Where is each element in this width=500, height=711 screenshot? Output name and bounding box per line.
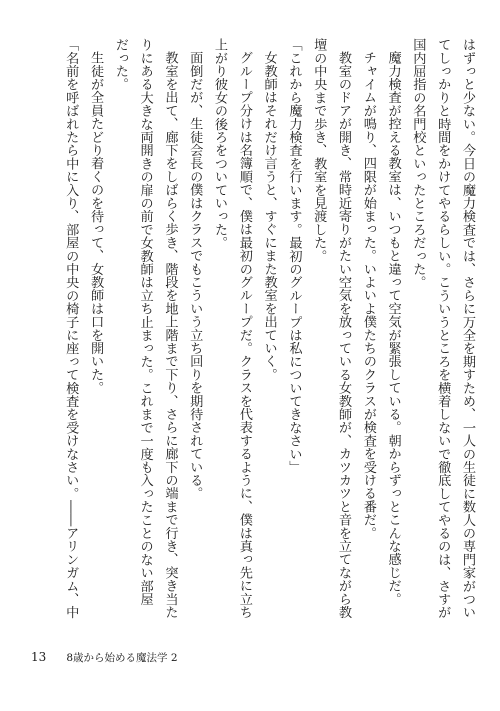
text-line: 教室を出て、廊下をしばらく歩き、階段を地上階まで下り、さらに廊下の端まで行き、突き当た xyxy=(162,51,178,619)
text-line: だった。 xyxy=(112,38,128,91)
text-line: 上がり彼女の後ろをついていった。 xyxy=(212,38,228,250)
paragraph xyxy=(355,38,380,624)
text-line: りにある大きな両開きの扉の前で女教師は立ち止まった。これまで一度も入ったことのない部屋 xyxy=(137,38,153,606)
text-line: 教室のドアが開き、常時近寄りがたい空気を放っている女教師が、カツカツと音を立てながら教 xyxy=(336,51,352,619)
page-footer xyxy=(31,646,178,665)
text-line: 国内屈指の名門校といったところだった。 xyxy=(410,38,426,289)
dialogue-paragraph xyxy=(281,38,306,624)
body-text xyxy=(55,38,479,624)
dialogue-line: 「名前を呼ばれたら中に入り、部屋の中央の椅子に座って検査を受けなさい。――アリンガム、中 xyxy=(63,38,79,619)
text-line: 女教師はそれだけ言うと、すぐにまた教室を出ていく。 xyxy=(261,51,277,382)
dialogue-paragraph xyxy=(57,38,82,624)
paragraph xyxy=(82,38,107,624)
dialogue-line: 「これから魔力検査を行います。最初のグループは私についてきなさい」 xyxy=(286,38,302,474)
paragraph xyxy=(206,38,256,624)
text-line: 魔力検査が控える教室は、いつもと違って空気が緊張している。朝からずっとこんな感じだ。 xyxy=(385,51,401,606)
paragraph xyxy=(107,38,181,624)
text-line: 面倒だが、生徒会長の僕はクラスでもこういう立ち回りを期待されている。 xyxy=(187,51,203,500)
text-line: はずっと少ない。今日の魔力検査では、さらに万全を期すため、一人の生徒に数人の専門家がつい xyxy=(460,38,475,619)
text-line: 壇の中央まで歩き、教室を見渡した。 xyxy=(311,38,327,263)
paragraph xyxy=(256,38,281,624)
paragraph xyxy=(405,38,479,624)
running-title: 8歳から始める魔法学 2 xyxy=(66,652,178,664)
paragraph xyxy=(305,38,355,624)
paragraph xyxy=(380,38,405,624)
paragraph xyxy=(181,38,206,624)
text-line: 生徒が全員たどり着くのを待って、女教師は口を開いた。 xyxy=(88,51,104,395)
text-line: てしっかりと時間をかけてやるらしい。こういうところを横着しないで徹底してやるのは、さすが xyxy=(435,38,451,619)
text-line: グループ分けは名簿順で、僕は最初のグループだ。クラスを代表するように、僕は真っ先に立ち xyxy=(236,51,252,619)
page-number: 13 xyxy=(31,650,47,664)
text-line: チャイムが鳴り、四限が始まった。いよいよ僕たちのクラスが検査を受ける番だ。 xyxy=(360,51,376,540)
